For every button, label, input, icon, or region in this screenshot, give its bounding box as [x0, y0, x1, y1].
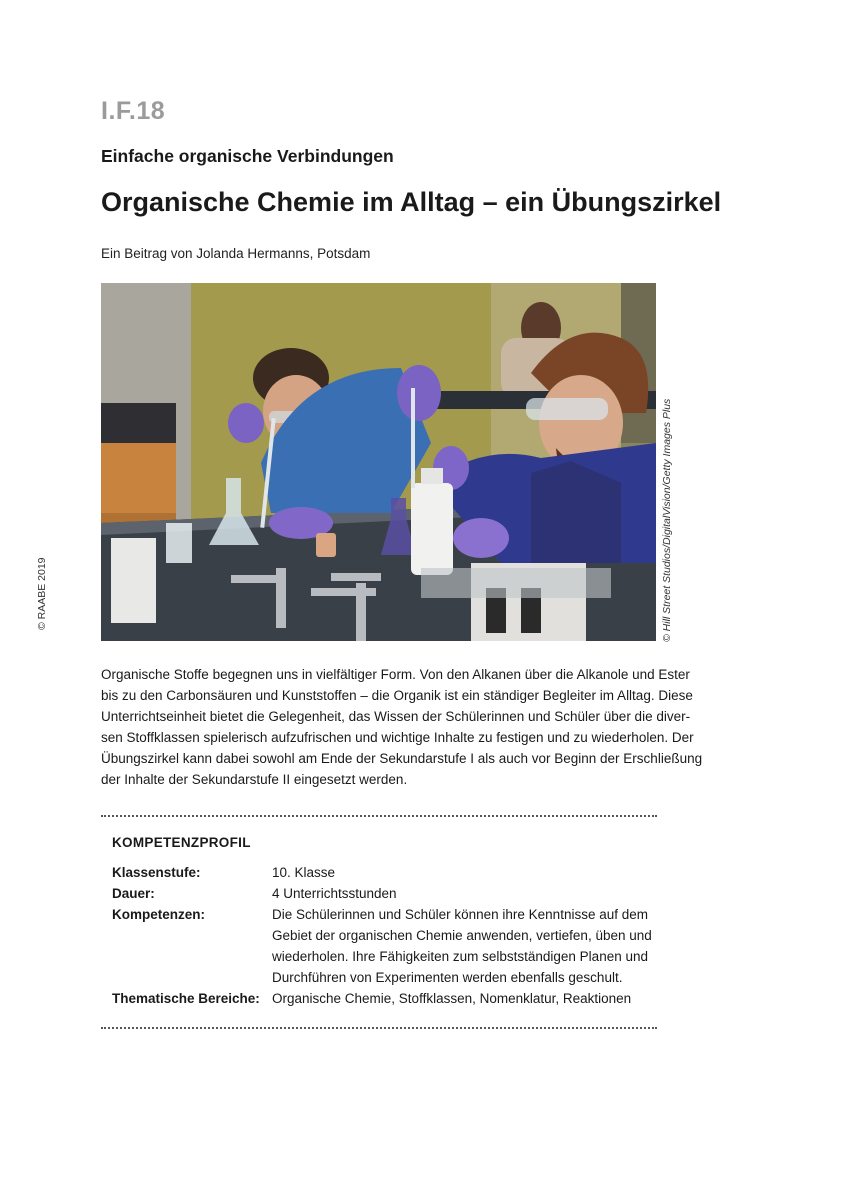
lab-photo	[101, 283, 656, 641]
divider-top	[101, 815, 657, 817]
copyright-note: © RAABE 2019	[36, 557, 48, 630]
divider-bottom	[101, 1027, 657, 1029]
intro-line: sen Stoffklassen spielerisch aufzufrischen und wichtige Inhalte zu festigen und zu wiederholen. Der	[101, 730, 694, 745]
klassenstufe-label: Klassenstufe:	[112, 865, 201, 880]
kompetenzen-label: Kompetenzen:	[112, 907, 206, 922]
photo-credit: © Hill Street Studios/DigitalVision/Getty Images Plus	[661, 398, 673, 642]
unit-code: I.F.18	[101, 97, 166, 125]
kompetenzen-line: Durchführen von Experimenten werden ebenfalls geschult.	[272, 970, 623, 985]
bereiche-label: Thematische Bereiche:	[112, 991, 260, 1006]
dauer-label: Dauer:	[112, 886, 155, 901]
page-title: Organische Chemie im Alltag – ein Übungszirkel	[101, 187, 722, 217]
series-title: Einfache organische Verbindungen	[101, 146, 394, 166]
klassenstufe-value: 10. Klasse	[272, 865, 336, 880]
intro-line: Unterrichtseinheit bietet die Gelegenheit, das Wissen der Schülerinnen und Schüler über die diver-	[101, 709, 691, 724]
author-line: Ein Beitrag von Jolanda Hermanns, Potsdam	[101, 246, 371, 261]
intro-paragraph	[101, 664, 703, 790]
intro-line: Übungszirkel kann dabei sowohl am Ende der Sekundarstufe I als auch vor Beginn der Erschließung	[101, 751, 703, 766]
bereiche-value: Organische Chemie, Stoffklassen, Nomenklatur, Reaktionen	[272, 991, 632, 1006]
kompetenzen-value	[272, 904, 652, 988]
kompetenzen-line: wiederholen. Ihre Fähigkeiten zum selbstständigen Planen und	[272, 949, 648, 964]
profile-heading: KOMPETENZPROFIL	[112, 835, 251, 850]
kompetenzen-line: Die Schülerinnen und Schüler können ihre Kenntnisse auf dem	[272, 907, 648, 922]
intro-line: Organische Stoffe begegnen uns in vielfältiger Form. Von den Alkanen über die Alkanole und Ester	[101, 667, 690, 682]
kompetenzen-line: Gebiet der organischen Chemie anwenden, vertiefen, üben und	[272, 928, 652, 943]
intro-line: der Inhalte der Sekundarstufe II eingesetzt werden.	[101, 772, 408, 787]
intro-line: bis zu den Carbonsäuren und Kunststoffen – die Organik ist ein ständiger Begleiter im Alltag. Diese	[101, 688, 693, 703]
dauer-value: 4 Unterrichtsstunden	[272, 886, 397, 901]
